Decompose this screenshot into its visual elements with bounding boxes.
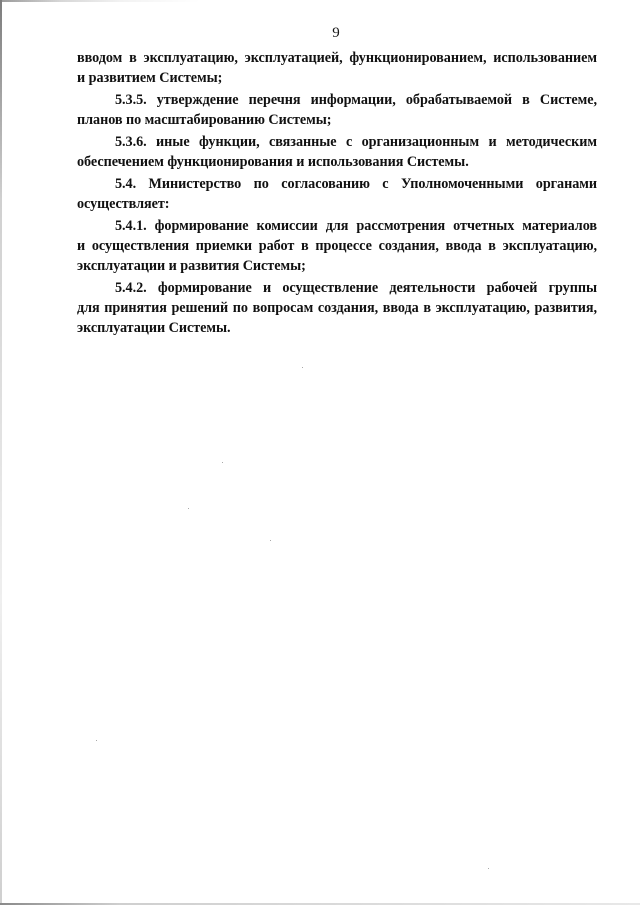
text-line: обеспечением функционирования и использования Системы. xyxy=(77,154,469,170)
scan-speck xyxy=(302,367,303,368)
paragraph-5-4-1 xyxy=(77,216,597,276)
text-line: для принятия решений по вопросам создания, ввода в эксплуатацию, развития, xyxy=(77,300,597,316)
text-line: планов по масштабированию Системы; xyxy=(77,112,332,128)
scan-speck xyxy=(188,508,189,509)
paragraph-5-4-2 xyxy=(77,278,597,338)
scan-edge-left xyxy=(0,0,2,905)
text-line: и осуществления приемки работ в процессе создания, ввода в эксплуатацию, xyxy=(77,238,597,254)
text-line: эксплуатации Системы. xyxy=(77,320,231,336)
text-line: 5.4.2. формирование и осуществление деятельности рабочей группы xyxy=(115,280,597,296)
document-body xyxy=(77,48,597,340)
scan-speck xyxy=(488,868,489,869)
text-line: осуществляет: xyxy=(77,196,170,212)
text-line: вводом в эксплуатацию, эксплуатацией, функционированием, использованием xyxy=(77,50,597,66)
paragraph-5-3-5 xyxy=(77,90,597,130)
scan-speck xyxy=(270,540,271,541)
paragraph-5-4 xyxy=(77,174,597,214)
text-line: эксплуатации и развития Системы; xyxy=(77,258,306,274)
scan-speck xyxy=(96,740,97,741)
paragraph-continuation xyxy=(77,48,597,88)
paragraph-5-3-6 xyxy=(77,132,597,172)
scan-edge-top xyxy=(0,0,640,2)
text-line: и развитием Системы; xyxy=(77,70,223,86)
text-line: 5.3.6. иные функции, связанные с организационным и методическим xyxy=(115,134,597,150)
page-number: 9 xyxy=(332,25,340,41)
text-line: 5.3.5. утверждение перечня информации, обрабатываемой в Системе, xyxy=(115,92,597,108)
text-line: 5.4. Министерство по согласованию с Уполномоченными органами xyxy=(115,176,597,192)
text-line: 5.4.1. формирование комиссии для рассмотрения отчетных материалов xyxy=(115,218,597,234)
scan-speck xyxy=(222,462,223,463)
